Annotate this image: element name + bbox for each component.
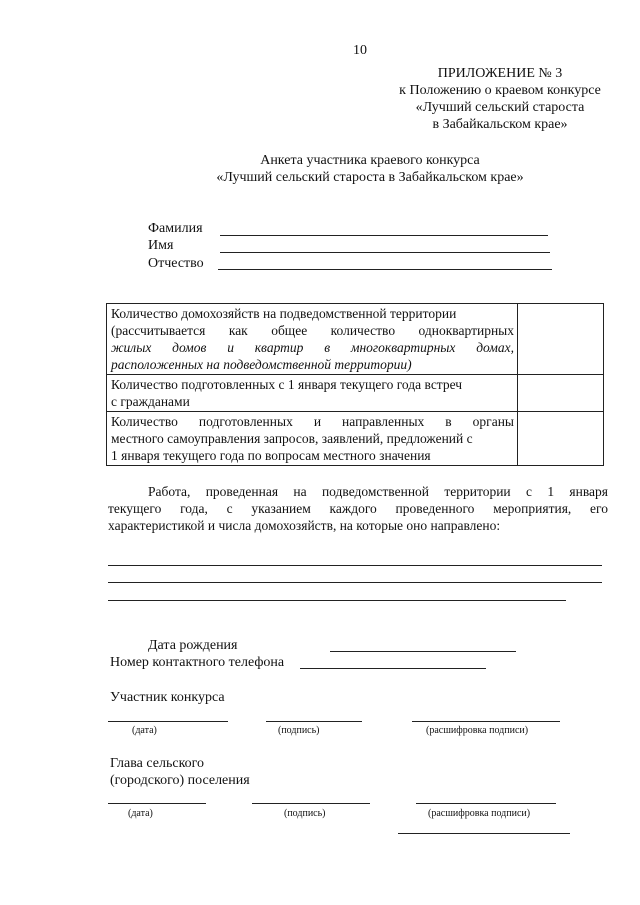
appendix-line: к Положению о краевом конкурсе [399,83,601,98]
table-cell-label: Количество подготовленных и направленных в органы местного самоуправления запросов, заявлений, предложений с 1 января текущего года по вопросам местного значения [107,412,518,466]
participant-date-line[interactable] [108,721,228,722]
form-title-line: Анкета участника краевого конкурса [260,153,480,168]
work-answer-line[interactable] [108,565,602,566]
work-answer-line[interactable] [108,582,602,583]
form-title-line: «Лучший сельский староста в Забайкальском крае» [216,170,524,185]
phone-field[interactable] [300,668,486,669]
table-cell-value[interactable] [518,375,604,412]
patronymic-label: Отчество [148,256,204,271]
work-paragraph-line: характеристикой и числа домохозяйств, на которые оно направлено: [108,518,501,533]
name-field[interactable] [220,252,550,253]
birth-date-label: Дата рождения [148,638,238,653]
participant-label: Участник конкурса [110,690,225,705]
table-row [107,304,604,375]
bottom-line [398,833,570,834]
surname-label: Фамилия [148,221,203,236]
phone-label: Номер контактного телефона [110,655,285,670]
work-paragraph-line: Работа, проведенная на подведомственной территории с 1 января [148,484,608,499]
appendix-line: «Лучший сельский староста [415,100,585,115]
head-signature-line[interactable] [252,803,370,804]
info-table [106,303,604,466]
participant-signature-caption: (подпись) [278,725,320,736]
head-signature-caption: (подпись) [284,808,326,819]
table-cell-value[interactable] [518,304,604,375]
name-label: Имя [148,238,174,253]
surname-field[interactable] [220,235,548,236]
work-answer-line[interactable] [108,600,566,601]
head-label: (городского) поселения [110,773,250,788]
table-row [107,412,604,466]
head-decoding-caption: (расшифровка подписи) [428,808,531,819]
birth-date-field[interactable] [330,651,516,652]
table-cell-value[interactable] [518,412,604,466]
appendix-line: в Забайкальском крае» [432,117,568,132]
appendix-title: ПРИЛОЖЕНИЕ № 3 [437,66,563,81]
head-label: Глава сельского [110,756,205,771]
head-date-line[interactable] [108,803,206,804]
patronymic-field[interactable] [218,269,552,270]
participant-signature-line[interactable] [266,721,362,722]
table-cell-label: Количество подготовленных с 1 января текущего года встреч с гражданами [107,375,518,412]
participant-decoding-line[interactable] [412,721,560,722]
table-cell-label: Количество домохозяйств на подведомственной территории (рассчитывается как общее количество одноквартирных жилых домов и квартир в многоквартирных домах, расположенных на подведомственной территории) [107,304,518,375]
table-row [107,375,604,412]
participant-date-caption: (дата) [132,725,157,736]
participant-decoding-caption: (расшифровка подписи) [426,725,529,736]
head-decoding-line[interactable] [416,803,556,804]
page-number: 10 [353,43,367,58]
work-paragraph-line: текущего года, с указанием каждого проведенного мероприятия, его [108,501,608,516]
head-date-caption: (дата) [128,808,153,819]
